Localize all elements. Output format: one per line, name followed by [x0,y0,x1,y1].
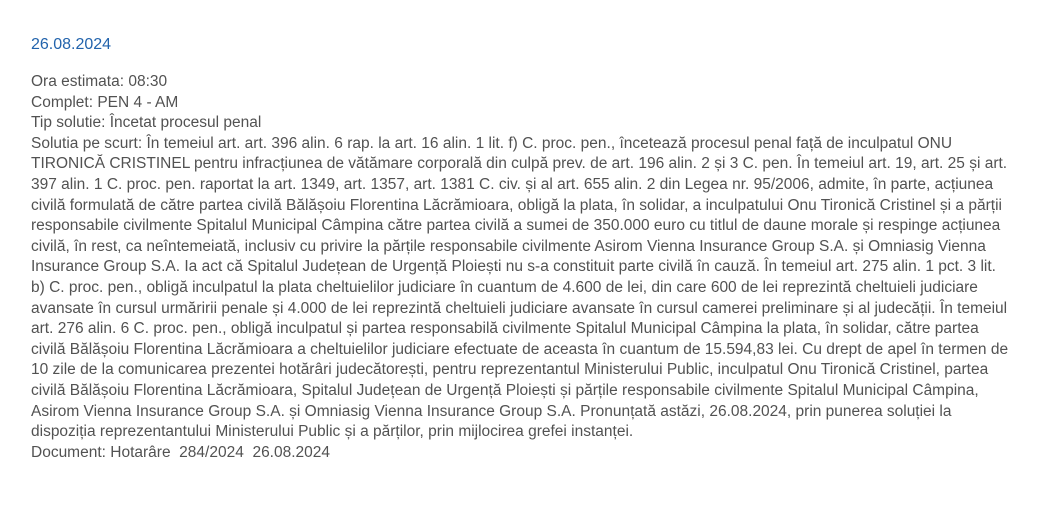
complet-line [31,93,1012,114]
ora-estimata-label: Ora estimata: [31,73,125,90]
document-value: Hotarâre 284/2024 26.08.2024 [110,443,331,461]
document-label: Document: [31,443,106,461]
tip-solutie-line [31,113,1012,134]
ora-estimata-value: 08:30 [128,73,168,90]
document-line [31,443,1012,464]
tip-solutie-value: Încetat procesul penal [109,114,262,132]
solutia-pe-scurt-label: Solutia pe scurt: [31,134,143,152]
solutia-pe-scurt-text: În temeiul art. art. 396 alin. 6 rap. la art. 16 alin. 1 lit. f) C. proc. pen., încetează procesul penal față de inculpatul ONU TIRONICĂ CRISTINEL pentru infracțiunea de vătămare corporală din culpă prev. de art. 196 alin. 2 și 3 C. pen. În temeiul art. 19, art. 25 și art. 397 alin. 1 C. proc. pen. raportat la art. 1349, art. 1357, art. 1381 C. civ. și al art. 655 alin. 2 din Legea nr. 95/2006, admite, în parte, acțiunea civilă formulată de către partea civilă Bălășoiu Florentina Lăcrămioara, obligă la plata, în solidar, a inculpatului Onu Tironică Cristinel și a părții responsabile civilmente Spitalul Municipal Câmpina către partea civilă a sumei de 350.000 euro cu titlul de daune morale și respinge acțiunea civilă, în rest, ca neîntemeiată, inclusiv cu privire la părțile responsabile civilmente Asirom Vienna Insurance Group S.A. și Omniasig Vienna Insurance Group S.A. Ia act că Spitalul Județean de Urgență Ploiești nu s-a constituit parte civilă în cauză. În temeiul art. 275 alin. 1 pct. 3 lit. b) C. proc. pen., obligă inculpatul la plata cheltuielilor judiciare în cuantum de 4.600 de lei, din care 600 de lei reprezintă cheltuieli judiciare avansate în cursul urmăririi penale și 4.000 de lei reprezintă cheltuieli judiciare avansate în cursul camerei preliminare și al judecății. În temeiul art. 276 alin. 6 C. proc. pen., obligă inculpatul și partea responsabilă civilmente Spitalul Municipal Câmpina la plata, în solidar, către partea civilă Bălășoiu Florentina Lăcrămioara a cheltuielilor judiciare efectuate de aceasta în cuantum de 15.594,83 lei. Cu drept de apel în termen de 10 zile de la comunicarea prezentei hotărâri judecătorești, pentru reprezentantul Ministerului Public, inculpatul Onu Tironică Cristinel, partea civilă Bălășoiu Florentina Lăcrămioara, Spitalul Județean de Urgență Ploiești și părțile responsabile civilmente Spitalul Municipal Câmpina, Asirom Vienna Insurance Group S.A. și Omniasig Vienna Insurance Group S.A. Pronunțată astăzi, 26.08.2024, prin punerea soluției la dispoziția reprezentantului Ministerului Public și a părților, prin mijlocirea grefei instanței. [31,134,1009,441]
solutia-pe-scurt-paragraph [31,134,1012,443]
complet-value: PEN 4 - AM [97,93,179,111]
complet-label: Complet: [31,93,94,111]
tip-solutie-label: Tip solutie: [31,114,106,132]
hearing-date-link[interactable]: 26.08.2024 [31,36,112,53]
ora-estimata-line [31,72,1012,93]
hearing-details [31,72,1012,463]
